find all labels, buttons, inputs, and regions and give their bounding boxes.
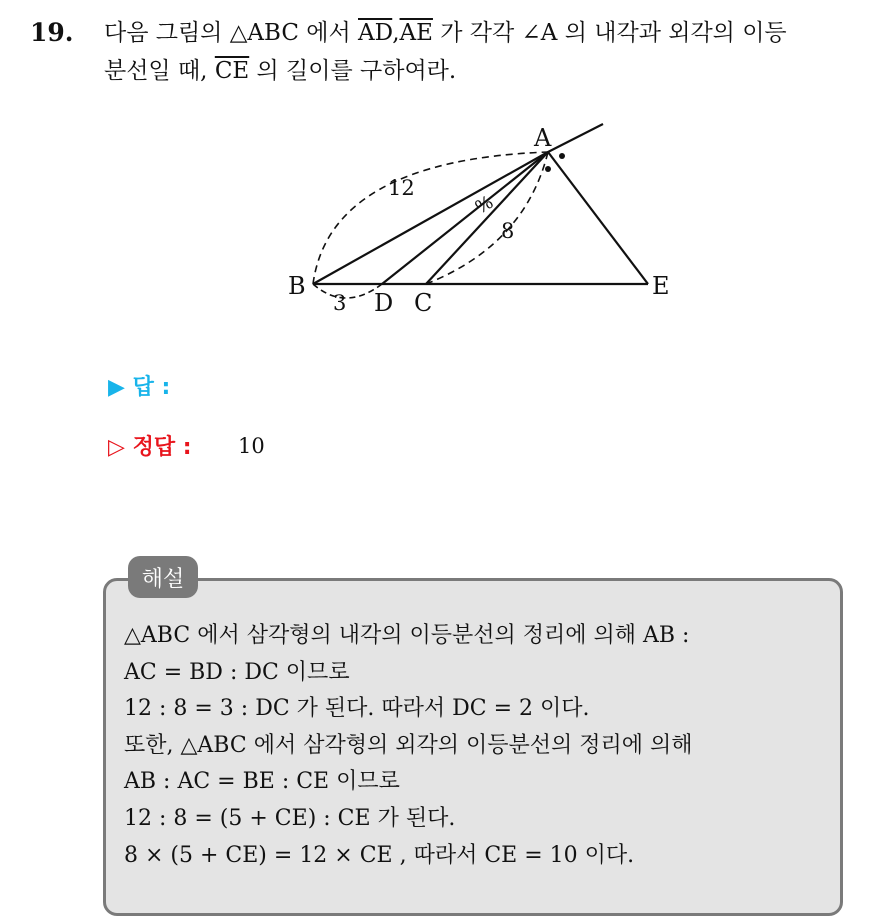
question-line1-b: 가 각각 ∠A 의 내각과 외각의 이등 [432, 20, 787, 46]
solution-line: AB : AC = BE : CE 이므로 [124, 769, 400, 795]
length-ac: 8 [501, 219, 515, 243]
segment-ce: $\overline{CE}$ [214, 58, 250, 84]
segment-a-d [382, 152, 548, 284]
solution-line: 12 : 8 = (5 + CE) : CE 가 된다. [124, 805, 456, 831]
solution-tag: 해설 [128, 556, 198, 598]
segment-ae: $\overline{AE}$ [399, 20, 433, 46]
segment-a-b [313, 152, 548, 284]
label-e: E [652, 272, 670, 300]
exterior-ray [548, 124, 603, 152]
solution-line: 12 : 8 = 3 : DC 가 된다. 따라서 DC = 2 이다. [124, 696, 590, 722]
label-b: B [288, 272, 306, 300]
solution-text [124, 618, 834, 874]
solution-line: AC = BD : DC 이므로 [124, 659, 350, 685]
question-line2-a: 분선일 때, [104, 58, 215, 84]
solution-line: 또한, △ABC 에서 삼각형의 외각의 이등분선의 정리에 의해 [124, 732, 693, 758]
arc-bd [313, 284, 382, 298]
question-line2-b: 의 길이를 구하여라. [249, 58, 457, 84]
comma: , [392, 20, 400, 46]
length-bd: 3 [333, 291, 347, 315]
angle-dot-2 [545, 166, 551, 172]
correct-answer-value: 10 [238, 434, 265, 458]
solution-line: △ABC 에서 삼각형의 내각의 이등분선의 정리에 의해 AB : [124, 623, 690, 648]
answer-prompt: ▶ 답 : [108, 375, 171, 400]
question-number: 19. [30, 18, 74, 47]
angle-dot-1 [559, 153, 565, 159]
label-d: D [374, 289, 394, 317]
angle-mark: % [471, 191, 498, 219]
label-c: C [414, 289, 433, 317]
label-a: A [534, 124, 552, 152]
question-line1-a: 다음 그림의 △ABC 에서 [104, 20, 358, 46]
length-ab: 12 [388, 176, 415, 200]
segment-a-c [426, 152, 548, 284]
triangle-figure [0, 0, 884, 360]
segment-ad: $\overline{AD}$ [358, 20, 393, 46]
correct-answer-label: ▷ 정답 : [108, 435, 192, 460]
solution-line: 8 × (5 + CE) = 12 × CE , 따라서 CE = 10 이다. [124, 842, 635, 868]
segment-a-e [548, 152, 648, 284]
